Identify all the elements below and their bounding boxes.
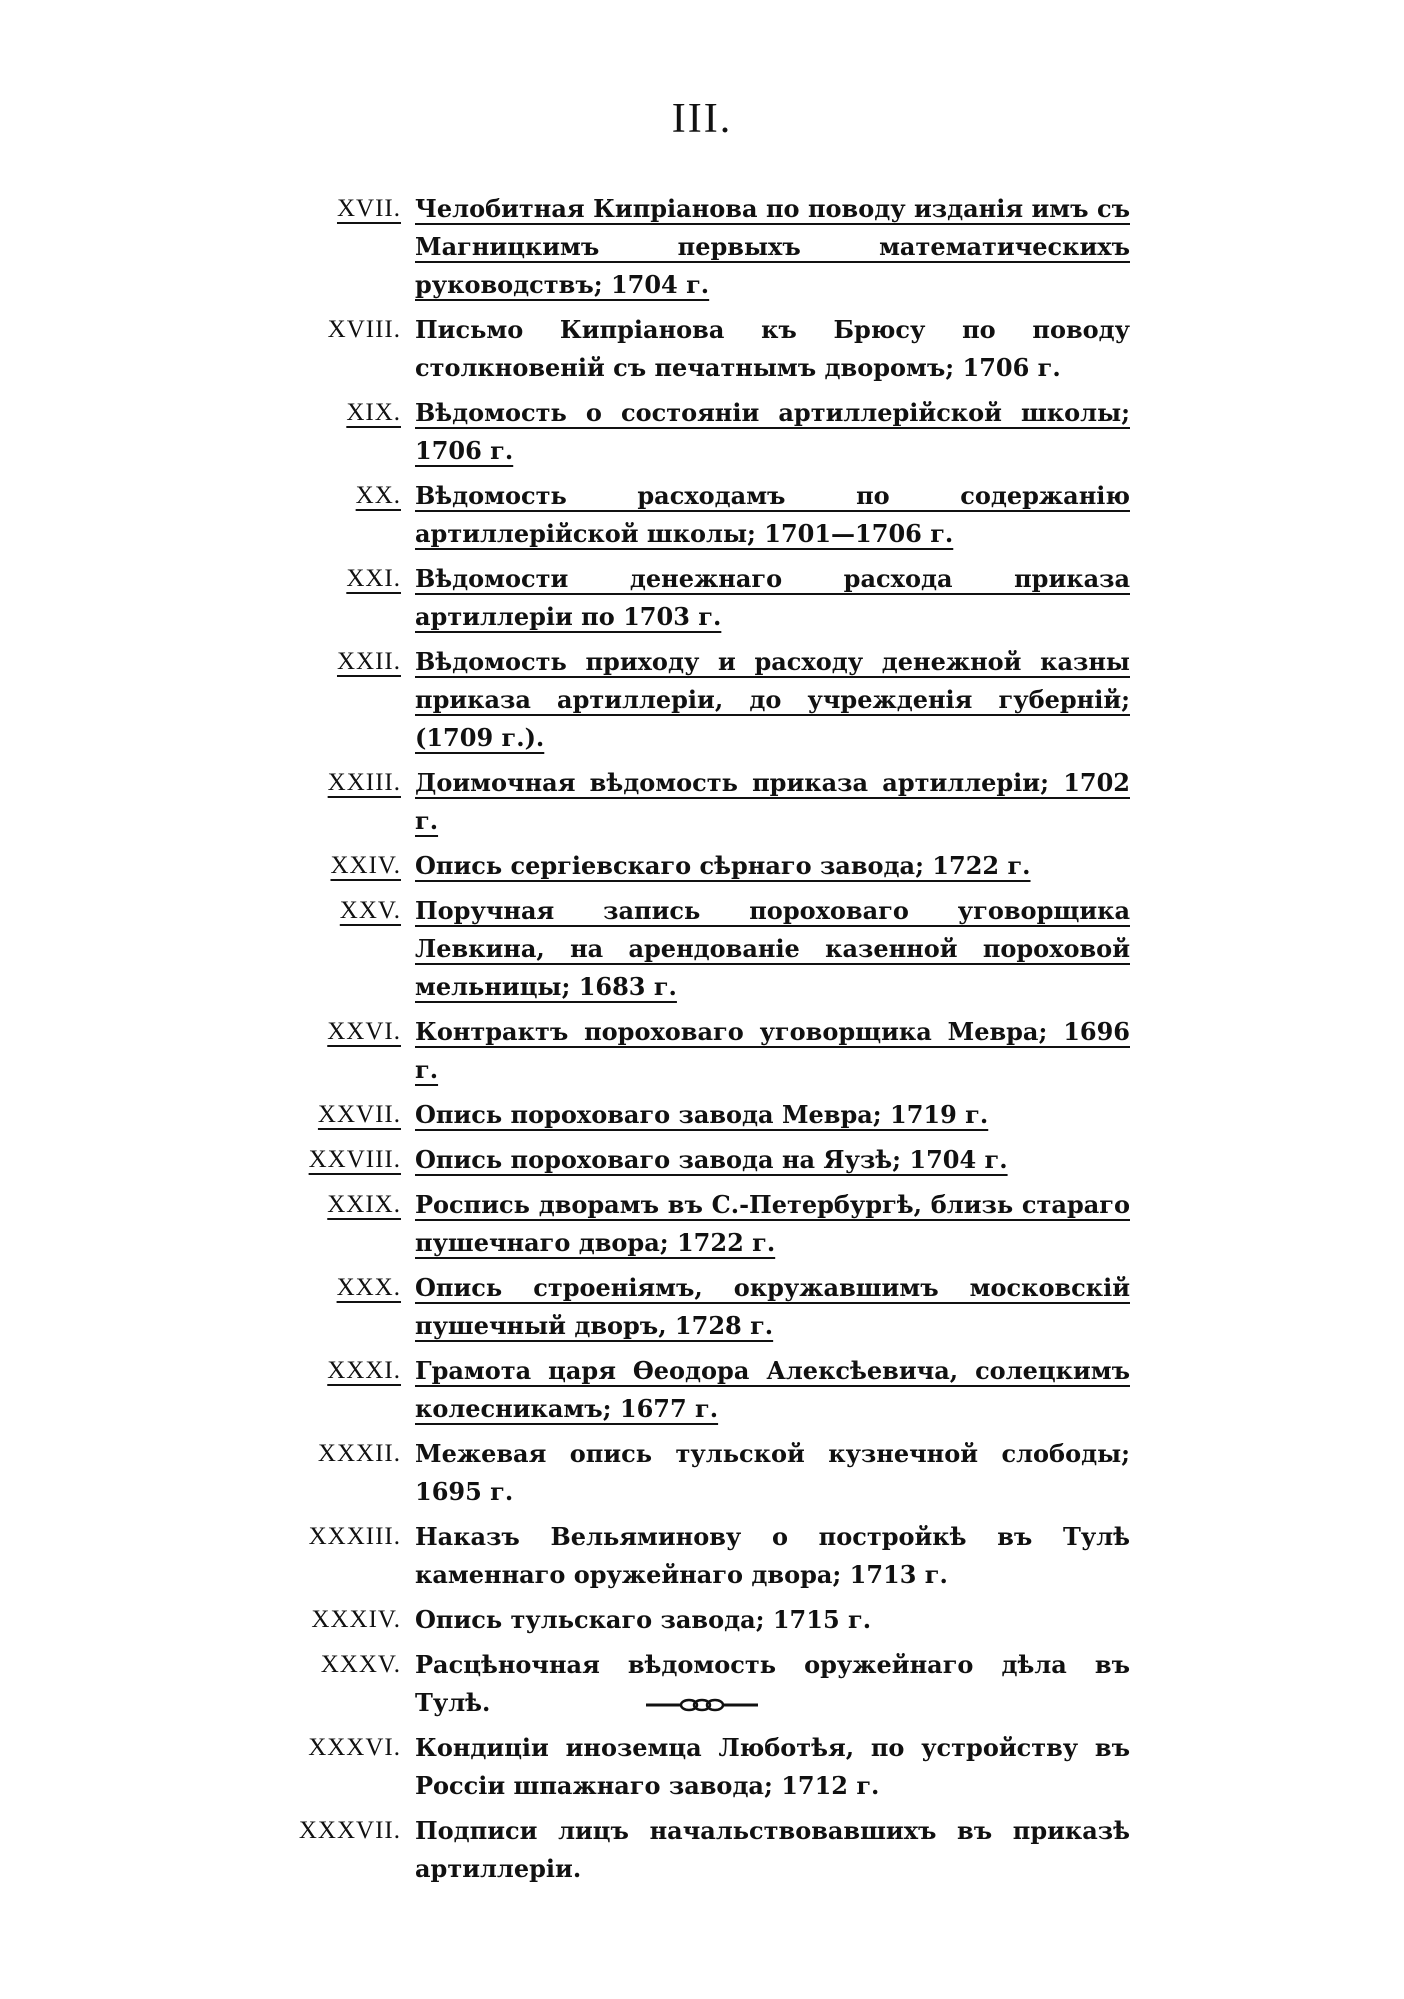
toc-entry-number: XVII. (336, 195, 401, 222)
toc-entry (270, 1096, 1130, 1134)
toc-entry-title: Опись тульскаго завода; 1715 г. (415, 1605, 872, 1634)
toc-entry-number: XXVII. (317, 1101, 401, 1128)
toc-entry-number: XX. (355, 482, 401, 509)
toc-entry-title: Контрактъ пороховаго уговорщика Мевра; 1696 г. (415, 1017, 1130, 1084)
toc-entry-title: Грамота царя Ѳеодора Алексѣевича, солецкимъ колесникамъ; 1677 г. (415, 1356, 1130, 1423)
toc-entry (270, 1601, 1130, 1639)
toc-entry (270, 1141, 1130, 1179)
toc-entry-number: XXVI. (327, 1018, 401, 1045)
toc-entry-number: XXIII. (327, 769, 401, 796)
page-number: III. (671, 96, 733, 142)
toc-entry-title: Опись сергіевскаго сѣрнаго завода; 1722 г. (415, 851, 1031, 880)
toc-entry-title: Роспись дворамъ въ С.-Петербургѣ, близь стараго пушечнаго двора; 1722 г. (415, 1190, 1130, 1257)
toc-entry (270, 560, 1130, 636)
toc-entry-title: Вѣдомость о состояніи артиллерійской школы; 1706 г. (415, 398, 1130, 465)
ornament-icon (642, 1695, 762, 1715)
toc-entry-number: XXXIV. (311, 1606, 401, 1633)
toc-entry-title: Опись пороховаго завода Мевра; 1719 г. (415, 1100, 989, 1129)
toc-entry-number: XXXVII. (298, 1817, 401, 1844)
toc-entry-number: XXIV. (330, 852, 401, 879)
toc-entry-title: Расцѣночная вѣдомость оружейнаго дѣла въ Тулѣ. (415, 1650, 1130, 1717)
toc-entry-number: XXVIII. (308, 1146, 401, 1173)
toc-entry (270, 477, 1130, 553)
toc-entry (270, 311, 1130, 387)
toc-entry-title: Межевая опись тульской кузнечной слободы; 1695 г. (415, 1439, 1130, 1506)
toc-entry (270, 1013, 1130, 1089)
toc-entry (270, 847, 1130, 885)
toc-entry-number: XXXVI. (308, 1734, 401, 1761)
toc-entry-number: XXXIII. (308, 1523, 401, 1550)
toc-entry-number: XXII. (336, 648, 401, 675)
table-of-contents (270, 190, 1130, 1895)
toc-entry-title: Доимочная вѣдомость приказа артиллеріи; 1702 г. (415, 768, 1130, 835)
toc-entry-number: XXI. (346, 565, 401, 592)
toc-entry (270, 394, 1130, 470)
toc-entry-title: Вѣдомость приходу и расходу денежной казны приказа артиллеріи, до учрежденія губерній; (1709 г.). (415, 647, 1130, 752)
toc-entry-number: XXXII. (317, 1440, 401, 1467)
toc-entry-title: Письмо Кипріанова къ Брюсу по поводу столкновеній съ печатнымъ дворомъ; 1706 г. (415, 315, 1130, 382)
toc-entry (270, 1269, 1130, 1345)
toc-entry-number: XVIII. (327, 316, 401, 343)
toc-entry-title: Поручная запись пороховаго уговорщика Левкина, на арендованіе казенной пороховой мельницы; 1683 г. (415, 896, 1130, 1001)
toc-entry (270, 1435, 1130, 1511)
toc-entry (270, 190, 1130, 304)
toc-entry-title: Вѣдомости денежнаго расхода приказа артиллеріи по 1703 г. (415, 564, 1130, 631)
toc-entry-number: XXXV. (320, 1651, 401, 1678)
toc-entry (270, 1186, 1130, 1262)
toc-entry (270, 1729, 1130, 1805)
toc-entry (270, 1812, 1130, 1888)
toc-entry-number: XXIX. (327, 1191, 401, 1218)
toc-entry-title: Кондиціи иноземца Люботѣя, по устройству въ Россіи шпажнаго завода; 1712 г. (415, 1733, 1130, 1800)
toc-entry (270, 764, 1130, 840)
toc-entry-number: XIX. (346, 399, 401, 426)
toc-entry-title: Вѣдомость расходамъ по содержанію артиллерійской школы; 1701—1706 г. (415, 481, 1130, 548)
toc-entry-number: XXXI. (327, 1357, 401, 1384)
ornament-divider (0, 1695, 1404, 1715)
toc-entry-title: Наказъ Вельяминову о постройкѣ въ Тулѣ каменнаго оружейнаго двора; 1713 г. (415, 1522, 1130, 1589)
toc-entry-title: Опись пороховаго завода на Яузѣ; 1704 г. (415, 1145, 1008, 1174)
toc-entry-number: XXV. (339, 897, 401, 924)
toc-entry (270, 1352, 1130, 1428)
toc-entry (270, 892, 1130, 1006)
toc-entry-title: Подписи лицъ начальствовавшихъ въ приказѣ артиллеріи. (415, 1816, 1130, 1883)
toc-entry-number: XXX. (336, 1274, 401, 1301)
toc-entry-title: Опись строеніямъ, окружавшимъ московскій пушечный дворъ, 1728 г. (415, 1273, 1130, 1340)
toc-entry (270, 1518, 1130, 1594)
toc-entry-title: Челобитная Кипріанова по поводу изданія имъ съ Магницкимъ первыхъ математическихъ руководствъ; 1704 г. (415, 194, 1130, 299)
toc-entry (270, 643, 1130, 757)
